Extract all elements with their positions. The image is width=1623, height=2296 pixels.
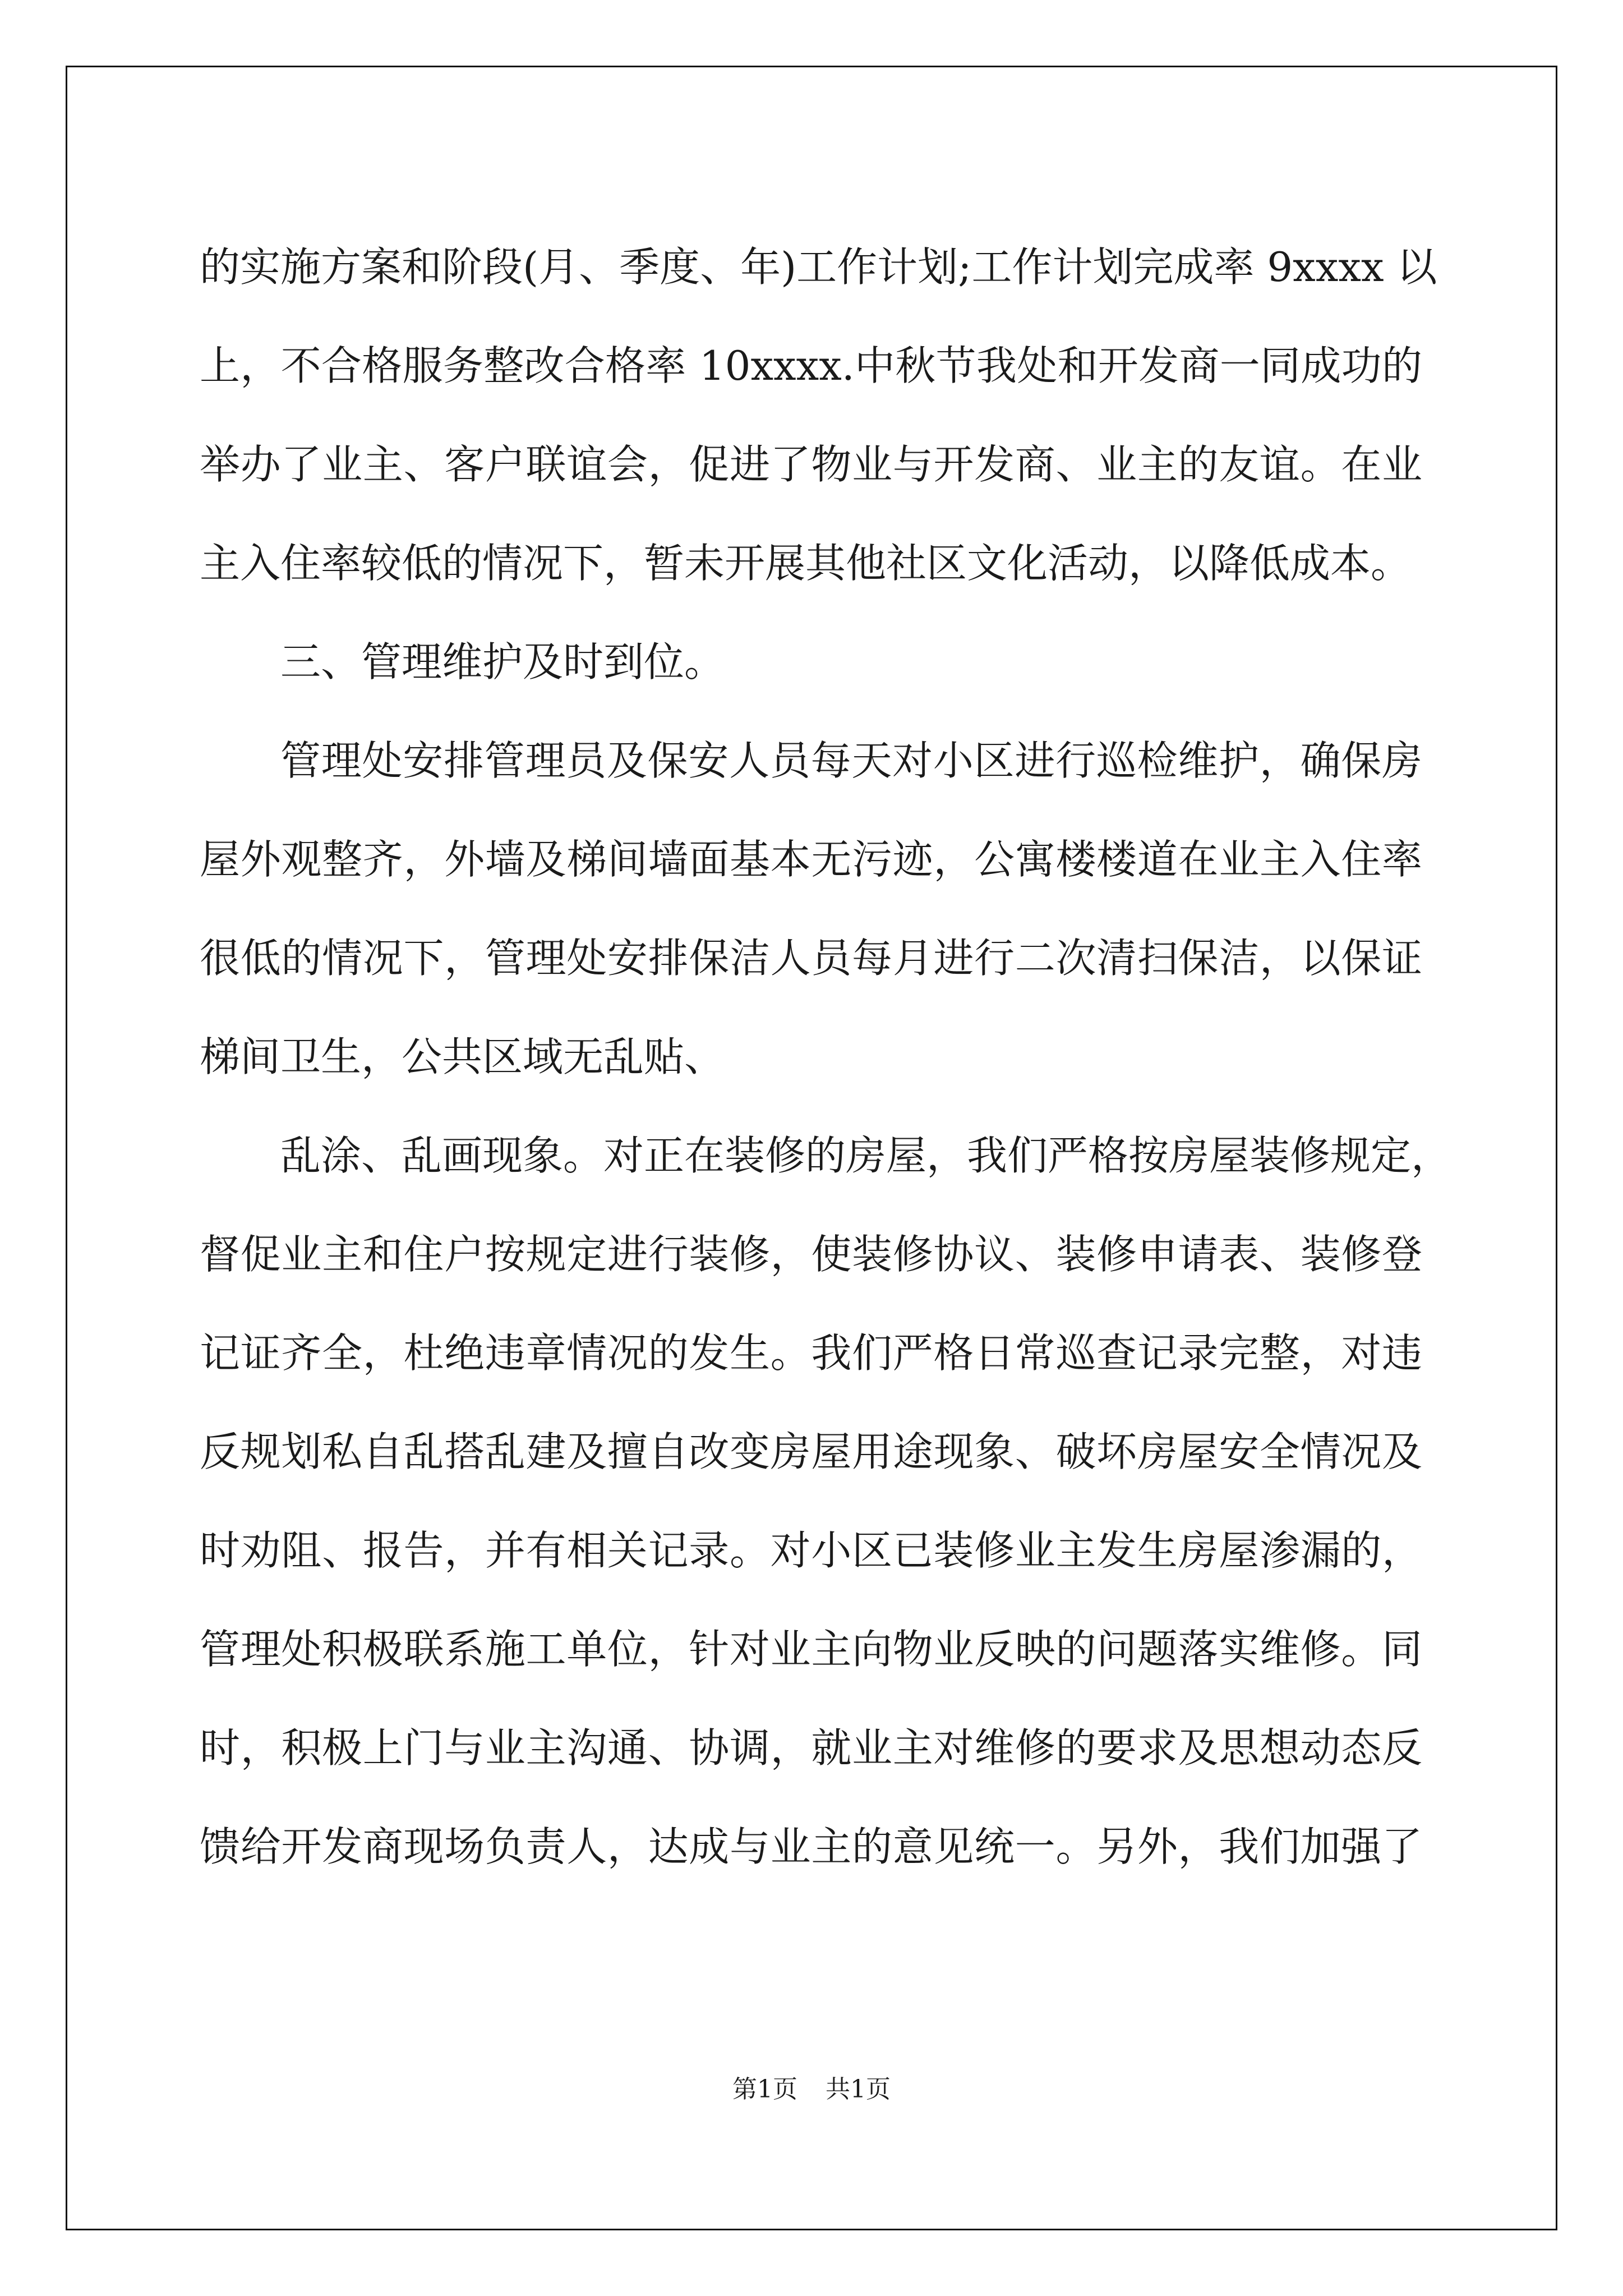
section-heading: 三、管理维护及时到位。	[280, 638, 725, 685]
text-line: 主入住率较低的情况下，暂未开展其他社区文化活动，以降低成本。	[200, 540, 1412, 587]
text-line: 督促业主和住户按规定进行装修，使装修协议、装修申请表、装修登	[200, 1231, 1422, 1278]
document-body	[200, 218, 1452, 1896]
text-line: 举办了业主、客户联谊会，促进了物业与开发商、业主的友谊。在业	[200, 441, 1422, 488]
text-line: 的实施方案和阶段(月、季度、年)工作计划;工作计划完成率 9xxxx 以	[200, 243, 1437, 291]
text-line: 屋外观整齐，外墙及梯间墙面基本无污迹，公寓楼楼道在业主入住率	[200, 836, 1422, 883]
text-line: 管理处安排管理员及保安人员每天对小区进行巡检维护，确保房	[280, 737, 1422, 784]
text-line: 梯间卫生，公共区域无乱贴、	[200, 1033, 725, 1080]
text-line: 时，积极上门与业主沟通、协调，就业主对维修的要求及思想动态反	[200, 1724, 1422, 1772]
text-line: 记证齐全，杜绝违章情况的发生。我们严格日常巡查记录完整，对违	[200, 1329, 1422, 1377]
text-line: 反规划私自乱搭乱建及擅自改变房屋用途现象、破坏房屋安全情况及	[200, 1428, 1422, 1475]
text-line: 乱涂、乱画现象。对正在装修的房屋，我们严格按房屋装修规定，	[280, 1132, 1452, 1179]
page-footer	[0, 2073, 1623, 2106]
text-line: 时劝阻、报告，并有相关记录。对小区已装修业主发生房屋渗漏的，	[200, 1527, 1422, 1574]
text-line: 很低的情况下，管理处安排保洁人员每月进行二次清扫保洁，以保证	[200, 935, 1422, 982]
text-line: 馈给开发商现场负责人，达成与业主的意见统一。另外，我们加强了	[200, 1823, 1422, 1870]
page-number: 第1页	[732, 2075, 797, 2104]
text-line: 上，不合格服务整改合格率 10xxxx.中秋节我处和开发商一同成功的	[200, 342, 1422, 389]
page-total: 共1页	[826, 2075, 891, 2104]
text-line: 管理处积极联系施工单位，针对业主向物业反映的问题落实维修。同	[200, 1626, 1422, 1673]
